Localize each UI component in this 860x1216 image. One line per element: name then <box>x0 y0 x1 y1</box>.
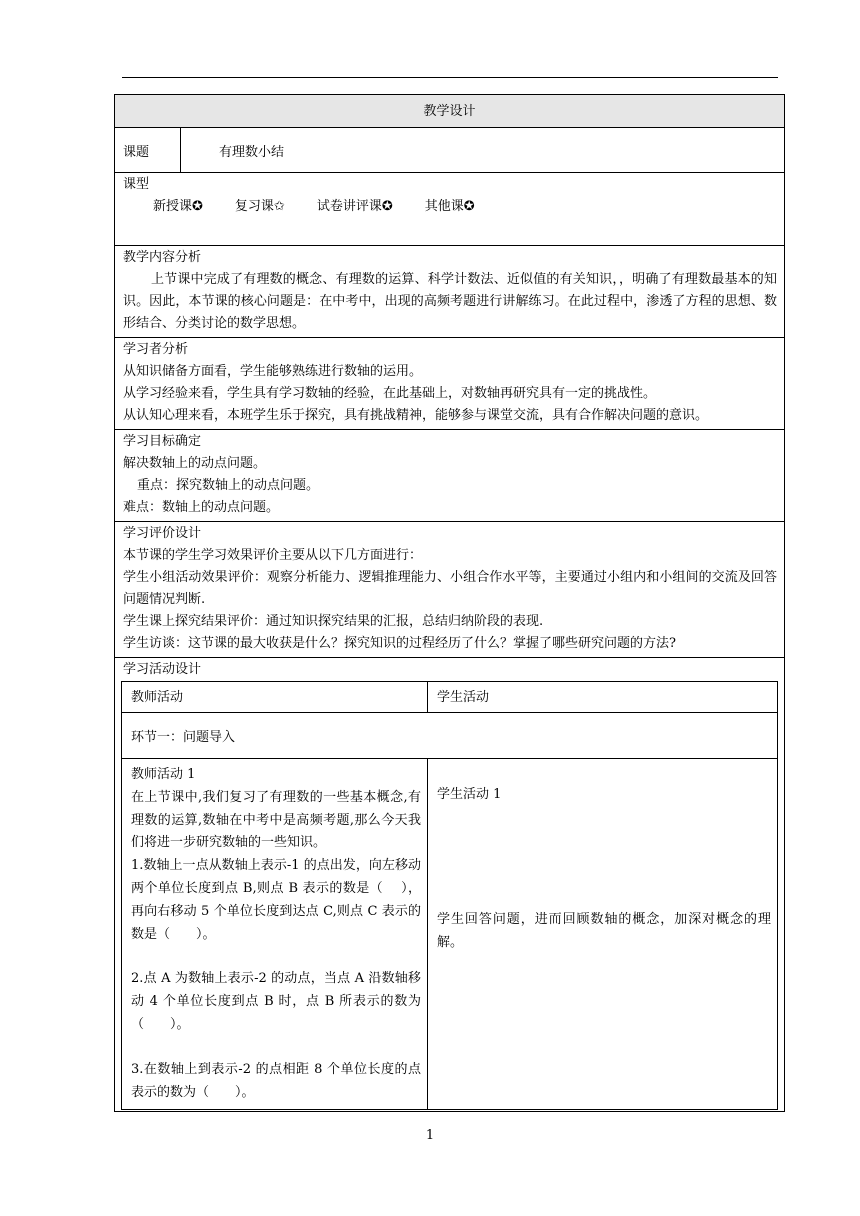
student-column-header: 学生活动 <box>437 690 490 705</box>
activity-section <box>115 658 784 1110</box>
paragraph: 从认知心理来看，本班学生乐于探究，具有挑战精神，能够参与课堂交流，具有合作解决问题的意识。 <box>123 408 709 423</box>
question-3: 3.在数轴上到表示-2 的点相距 8 个单位长度的点表示的数为（ ）。 <box>131 1061 421 1100</box>
section-title: 学习目标确定 <box>123 434 202 449</box>
lesson-type-options <box>123 196 777 218</box>
stage-title: 环节一：问题导入 <box>131 730 236 745</box>
student-activity-cell <box>428 759 777 1109</box>
page-number: 1 <box>425 1128 435 1143</box>
topic-row <box>115 128 784 173</box>
lesson-type-label: 课型 <box>123 177 150 192</box>
topic-label: 课题 <box>115 128 181 172</box>
section-title: 学习评价设计 <box>123 526 202 541</box>
section-title: 教学内容分析 <box>123 250 202 265</box>
learner-analysis-section <box>115 338 784 430</box>
section-title: 学习者分析 <box>123 342 189 357</box>
learning-goals-section <box>115 430 784 522</box>
lesson-type-row <box>115 173 784 246</box>
activity-row <box>122 759 777 1109</box>
paragraph: 解决数轴上的动点问题。 <box>123 456 267 471</box>
teacher-activity-cell <box>122 759 428 1109</box>
paragraph: 从学习经验来看，学生具有学习数轴的经验，在此基础上，对数轴再研究具有一定的挑战性。 <box>123 386 657 401</box>
stage-row <box>122 713 777 759</box>
paragraph: 重点：探究数轴上的动点问题。 <box>137 478 320 493</box>
paragraph: 学生课上探究结果评价：通过知识探究结果的汇报，总结归纳阶段的表现. <box>123 614 544 629</box>
option-exam-review-lesson[interactable]: 试卷讲评课✪ <box>316 199 393 214</box>
lesson-plan-table <box>114 94 785 1112</box>
teacher-column-header: 教师活动 <box>122 682 428 712</box>
option-review-lesson[interactable]: 复习课✩ <box>234 199 285 214</box>
paragraph: 学生访谈：这节课的最大收获是什么？探究知识的过程经历了什么？掌握了哪些研究问题的方法? <box>123 636 676 651</box>
student-activity-text: 学生回答问题，进而回顾数轴的概念，加深对概念的理解。 <box>437 911 771 950</box>
question-1: 1.数轴上一点从数轴上表示-1 的点出发，向左移动两个单位长度到点 B,则点 B 表示的数是（ ），再向右移动 5 个单位长度到达点 C,则点 C 表示的数是（ ）。 <box>131 858 421 942</box>
section-title: 学习活动设计 <box>123 662 202 677</box>
option-other-lesson[interactable]: 其他课✪ <box>424 199 475 214</box>
header-rule <box>122 77 778 78</box>
table-header: 教学设计 <box>115 95 784 128</box>
option-new-lesson[interactable]: 新授课✪ <box>153 199 203 214</box>
content-analysis-section <box>115 246 784 338</box>
teacher-activity-title: 教师活动 1 <box>131 767 196 782</box>
topic-value: 有理数小结 <box>219 145 285 160</box>
paragraph: 学生小组活动效果评价：观察分析能力、逻辑推理能力、小组合作水平等，主要通过小组内和小组间的交流及回答问题情况判断. <box>123 570 777 607</box>
paragraph: 本节课的学生学习效果评价主要从以下几方面进行： <box>123 548 423 563</box>
teacher-activity-intro: 在上节课中,我们复习了有理数的一些基本概念,有理数的运算,数轴在中考中是高频考题,那么今天我们将进一步研究数轴的一些知识。 <box>131 789 421 851</box>
question-2: 2.点 A 为数轴上表示-2 的动点，当点 A 沿数轴移动 4 个单位长度到点 B 时，点 B 所表示的数为（ ）。 <box>131 971 421 1032</box>
paragraph: 难点：数轴上的动点问题。 <box>123 500 280 515</box>
paragraph: 从知识储备方面看，学生能够熟练进行数轴的运用。 <box>123 364 423 379</box>
activity-table <box>121 681 778 1110</box>
activity-header-row <box>122 682 777 713</box>
student-activity-title: 学生活动 1 <box>437 787 502 802</box>
content-analysis-text: 上节课中完成了有理数的概念、有理数的运算、科学计数法、近似值的有关知识，，明确了有理数最基本的知识。因此，本节课的核心问题是：在中考中，出现的高频考题进行讲解练习。在此过程中，渗透了方程的思想、数形结合、分类讨论的数学思想。 <box>123 272 777 331</box>
evaluation-section <box>115 522 784 658</box>
